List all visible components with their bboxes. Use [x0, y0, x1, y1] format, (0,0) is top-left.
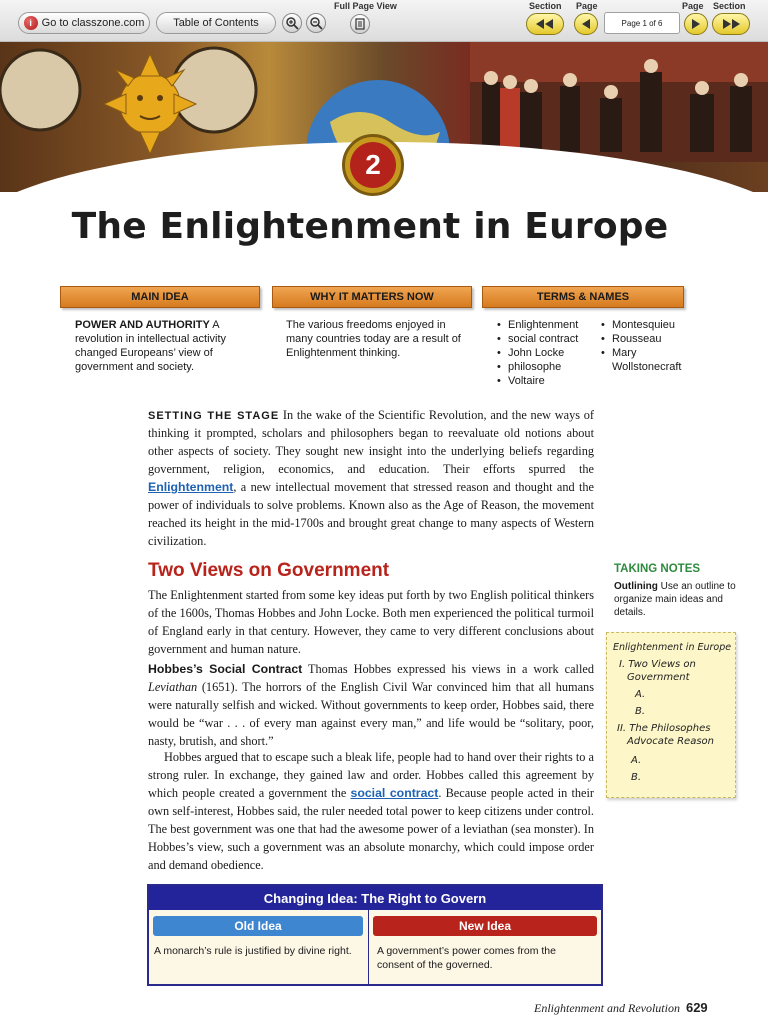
- double-arrow-right-icon: [721, 18, 741, 30]
- reader-toolbar: [0, 0, 768, 42]
- chapter-number-badge: [342, 134, 404, 196]
- main-idea-body: A revolution in intellectual activity changed Europeans’ view of government and society.: [75, 319, 227, 373]
- column-divider: [368, 910, 369, 984]
- term-rousseau: • Rousseau: [600, 332, 696, 346]
- main-idea-text: [75, 318, 257, 374]
- classzone-button[interactable]: i Go to classzone.com: [18, 12, 150, 34]
- hobbes-subhead: Hobbes’s Social Contract: [148, 662, 303, 676]
- taking-notes-lead: Outlining: [614, 581, 658, 592]
- previous-page-button[interactable]: [574, 13, 598, 35]
- term-montesquieu: • Montesquieu: [600, 318, 696, 332]
- new-idea-header: New Idea: [373, 916, 597, 936]
- page-view-icon: [354, 18, 366, 30]
- outline-note: [606, 632, 736, 798]
- changing-idea-title: Changing Idea: The Right to Govern: [149, 886, 601, 910]
- taking-notes-heading: TAKING NOTES: [614, 563, 701, 575]
- terms-list-2: [600, 318, 696, 374]
- note-line: B.: [631, 772, 642, 783]
- social-contract-paragraph: Hobbes argued that to escape such a bleak life, people had to hand over their rights to a strong ruler. In exchange, they gained law and order. Hobbes called this agreement by which people created a government the social contract. Because people acted in their own self-interest, Hobbes said, the ruler needed total power to keep citizens under control. The best government was one that had the awesome power of a leviathan (sea monster). In Hobbes’s view, such a government was an absolute monarchy, which could impose order and demand obedience.: [148, 750, 594, 872]
- section-label-left: Section: [529, 1, 562, 11]
- next-section-button[interactable]: [712, 13, 750, 35]
- double-arrow-left-icon: [535, 18, 555, 30]
- keyterm-enlightenment[interactable]: Enlightenment: [148, 480, 234, 494]
- main-idea-heading: MAIN IDEA: [60, 286, 260, 308]
- arrow-left-icon: [581, 18, 591, 30]
- book-title: Enlightenment and Revolution: [534, 1001, 680, 1015]
- section-label-right: Section: [713, 1, 746, 11]
- note-line: I. Two Views on: [619, 659, 696, 670]
- setting-the-stage-lead: SETTING THE STAGE: [148, 410, 280, 422]
- note-line: B.: [635, 706, 646, 717]
- page-title: The Enlightenment in Europe: [71, 206, 669, 247]
- intro-paragraph: The Enlightenment started from some key ideas put forth by two English political thinkers of the 1600s, Thomas Hobbes and John Locke. Both men experienced the political turmoil of England early in that century. However, they came to very different conclusions about government and human nature.: [148, 588, 594, 656]
- old-idea-text: A monarch’s rule is justified by divine right.: [154, 945, 352, 957]
- section-heading: Two Views on Government: [148, 560, 390, 581]
- new-idea-text: A government’s power comes from the consent of the governed.: [377, 945, 556, 971]
- term-enlightenment: • Enlightenment: [496, 318, 578, 332]
- page-indicator: Page 1 of 6: [604, 12, 680, 34]
- zoom-out-icon: [309, 16, 323, 30]
- term-john-locke: • John Locke: [496, 346, 578, 360]
- page-label-left: Page: [576, 1, 598, 11]
- note-line: II. The Philosophes: [617, 723, 711, 734]
- term-social-contract: • social contract: [496, 332, 578, 346]
- next-page-button[interactable]: [684, 13, 708, 35]
- chapter-number: 2: [350, 142, 396, 188]
- note-line: Government: [627, 672, 690, 683]
- why-it-matters-text: The various freedoms enjoyed in many countries today are a result of Enlightenment thinking.: [286, 319, 461, 359]
- keyterm-social-contract[interactable]: social contract: [350, 786, 439, 800]
- arrow-right-icon: [691, 18, 701, 30]
- note-line: Advocate Reason: [627, 736, 714, 747]
- page-footer: [534, 1000, 708, 1016]
- terms-names-heading: TERMS & NAMES: [482, 286, 684, 308]
- old-idea-header: Old Idea: [153, 916, 363, 936]
- page-label-right: Page: [682, 1, 704, 11]
- taking-notes-text: Outlining Use an outline to organize main ideas and details.: [614, 581, 736, 618]
- zoom-out-button[interactable]: [306, 13, 326, 33]
- note-line: Enlightenment in Europe: [613, 642, 732, 653]
- term-philosophe: • philosophe: [496, 360, 578, 374]
- zoom-in-button[interactable]: [282, 13, 302, 33]
- setting-the-stage-paragraph: SETTING THE STAGE In the wake of the Scientific Revolution, and the new ways of thinking it prompted, scholars and philosophers began to reevaluate old notions about other aspects of society. They sought new insight into the underlying beliefs regarding government, religion, economics, and education. Their efforts spurred the Enlightenment, a new intellectual movement that stressed reason and thought and the power of individuals to solve problems. Known also as the Age of Reason, the movement reached its height in the mid-1700s and brought great change to many aspects of Western civilization.: [148, 408, 595, 548]
- full-page-view-button[interactable]: [350, 14, 370, 34]
- note-line: A.: [631, 755, 642, 766]
- term-voltaire: • Voltaire: [496, 374, 578, 388]
- full-page-view-label: Full Page View: [334, 1, 397, 11]
- main-idea-lead: POWER AND AUTHORITY: [75, 319, 210, 331]
- note-line: A.: [635, 689, 646, 700]
- leviathan-title: Leviathan: [148, 680, 198, 694]
- previous-section-button[interactable]: [526, 13, 564, 35]
- table-of-contents-button[interactable]: Table of Contents: [156, 12, 276, 34]
- zoom-in-icon: [285, 16, 299, 30]
- changing-idea-table: [147, 884, 603, 986]
- why-it-matters-heading: WHY IT MATTERS NOW: [272, 286, 472, 308]
- page-number: 629: [685, 1000, 708, 1015]
- terms-list-1: [496, 318, 578, 388]
- hobbes-paragraph: Hobbes’s Social Contract Thomas Hobbes expressed his views in a work called Leviathan (1651). The horrors of the English Civil War convinced him that all humans were naturally selfish and wicked. Without governments to keep order, Hobbes said, there would be “war . . . of every man against every man,” and life would be “solitary, poor, nasty, brutish, and short.”: [148, 662, 594, 748]
- globe-icon: i: [24, 16, 38, 30]
- term-wollstonecraft: • Mary Wollstonecraft: [600, 346, 696, 374]
